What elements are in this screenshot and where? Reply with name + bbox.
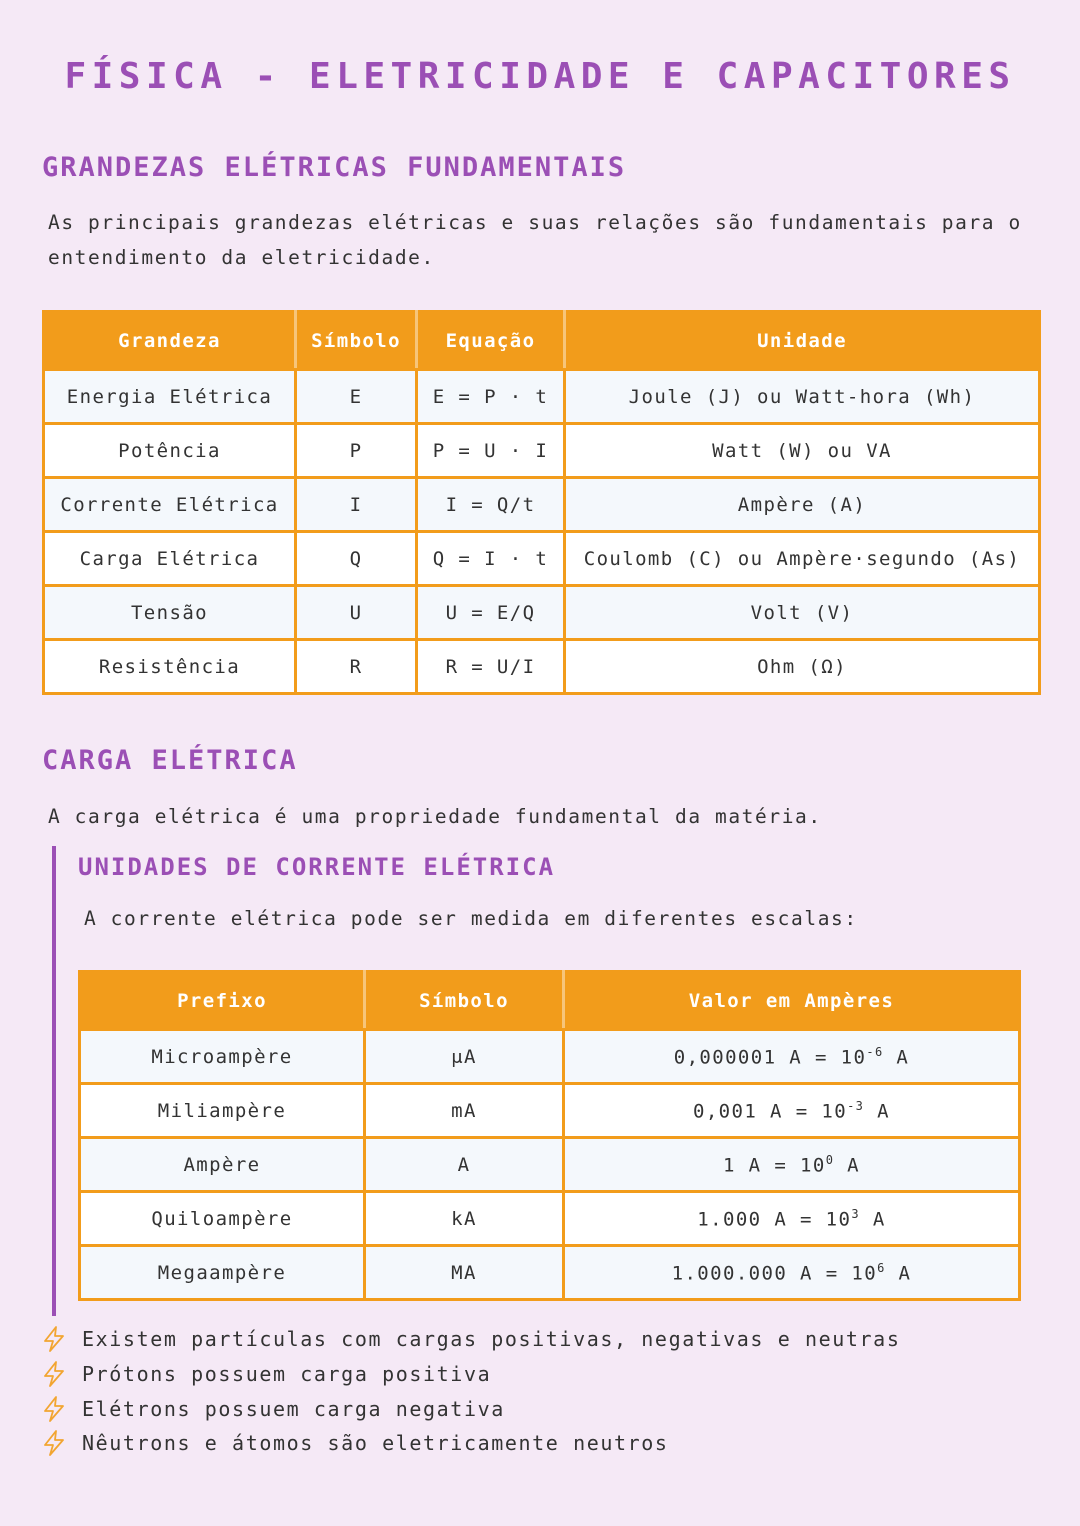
table-cell: U = E/Q xyxy=(417,586,565,640)
grandezas-table xyxy=(42,310,1041,695)
bullet-text: Existem partículas com cargas positivas, negativas e neutras xyxy=(82,1327,901,1352)
column-header: Símbolo xyxy=(365,972,564,1030)
unidades-table xyxy=(78,970,1021,1301)
table-cell: E xyxy=(296,370,417,424)
table-row xyxy=(80,1084,1020,1138)
table-cell: Microampère xyxy=(80,1030,365,1084)
subsection-heading-unidades: UNIDADES DE CORRENTE ELÉTRICA xyxy=(78,853,556,881)
exponent: 6 xyxy=(877,1260,886,1275)
table-cell: kA xyxy=(365,1192,564,1246)
unit-text: A xyxy=(860,1208,886,1231)
table-cell: Coulomb (C) ou Ampère·segundo (As) xyxy=(565,532,1040,586)
table-header-row xyxy=(80,972,1020,1030)
section-intro-carga: A carga elétrica é uma propriedade fundamental da matéria. xyxy=(48,805,822,828)
lightning-bolt-icon xyxy=(42,1326,66,1352)
table-cell: R xyxy=(296,640,417,694)
table-row xyxy=(44,586,1040,640)
table-row xyxy=(80,1030,1020,1084)
page-title: FÍSICA - ELETRICIDADE E CAPACITORES xyxy=(64,56,1016,97)
table-cell: Ohm (Ω) xyxy=(565,640,1040,694)
table-cell: Energia Elétrica xyxy=(44,370,296,424)
table-row xyxy=(44,370,1040,424)
value-text: 0,001 A = 10 xyxy=(692,1100,848,1123)
subsection-intro-unidades: A corrente elétrica pode ser medida em diferentes escalas: xyxy=(84,907,858,930)
table-cell: MA xyxy=(365,1246,564,1300)
table-cell: Corrente Elétrica xyxy=(44,478,296,532)
unit-text: A xyxy=(883,1046,910,1069)
table-cell: Volt (V) xyxy=(565,586,1040,640)
table-cell: A xyxy=(365,1138,564,1192)
table-cell: Miliampère xyxy=(80,1084,365,1138)
table-cell xyxy=(564,1192,1020,1246)
table-cell: Quiloampère xyxy=(80,1192,365,1246)
table-cell xyxy=(564,1030,1020,1084)
value-text: 1.000.000 A = 10 xyxy=(671,1262,878,1285)
table-cell: Carga Elétrica xyxy=(44,532,296,586)
table-row xyxy=(80,1192,1020,1246)
table-cell: Resistência xyxy=(44,640,296,694)
unit-text: A xyxy=(864,1100,890,1123)
table-row xyxy=(80,1138,1020,1192)
table-row xyxy=(80,1246,1020,1300)
table-cell xyxy=(564,1084,1020,1138)
value-text: 1.000 A = 10 xyxy=(697,1208,852,1231)
table-cell: Ampère (A) xyxy=(565,478,1040,532)
column-header: Unidade xyxy=(565,312,1040,370)
column-header: Grandeza xyxy=(44,312,296,370)
table-cell: I = Q/t xyxy=(417,478,565,532)
table-cell: Potência xyxy=(44,424,296,478)
column-header: Valor em Ampères xyxy=(564,972,1020,1030)
list-item xyxy=(42,1426,900,1461)
column-header: Prefixo xyxy=(80,972,365,1030)
lightning-bolt-icon xyxy=(42,1396,66,1422)
table-cell: I xyxy=(296,478,417,532)
section-heading-carga: CARGA ELÉTRICA xyxy=(42,745,298,776)
table-cell: μA xyxy=(365,1030,564,1084)
value-text: 1 A = 10 xyxy=(722,1154,826,1177)
table-cell xyxy=(564,1246,1020,1300)
column-header: Símbolo xyxy=(296,312,417,370)
unit-text: A xyxy=(885,1262,912,1285)
list-item xyxy=(42,1391,900,1426)
table-cell: Q xyxy=(296,532,417,586)
section-heading-grandezas: GRANDEZAS ELÉTRICAS FUNDAMENTAIS xyxy=(42,152,627,183)
table-cell: Watt (W) ou VA xyxy=(565,424,1040,478)
table-cell: R = U/I xyxy=(417,640,565,694)
table-row xyxy=(44,478,1040,532)
intro-line-1: As principais grandezas elétricas e suas relações são fundamentais para o xyxy=(48,211,1022,234)
table-row xyxy=(44,424,1040,478)
table-cell: P = U · I xyxy=(417,424,565,478)
table-row xyxy=(44,640,1040,694)
table-cell xyxy=(564,1138,1020,1192)
value-text: 0,000001 A = 10 xyxy=(673,1046,867,1069)
exponent: -3 xyxy=(847,1098,865,1113)
table-cell: U xyxy=(296,586,417,640)
table-cell: Tensão xyxy=(44,586,296,640)
table-cell: Megaampère xyxy=(80,1246,365,1300)
table-cell: E = P · t xyxy=(417,370,565,424)
table-cell: Ampère xyxy=(80,1138,365,1192)
intro-line-2: entendimento da eletricidade. xyxy=(48,246,435,269)
list-item xyxy=(42,1322,900,1357)
exponent: 0 xyxy=(825,1152,835,1167)
bullet-text: Prótons possuem carga positiva xyxy=(82,1362,492,1387)
table-cell: P xyxy=(296,424,417,478)
lightning-bolt-icon xyxy=(42,1361,66,1387)
bullet-text: Nêutrons e átomos são eletricamente neutros xyxy=(82,1431,669,1456)
exponent: 3 xyxy=(851,1206,860,1221)
table-row xyxy=(44,532,1040,586)
list-item xyxy=(42,1357,900,1392)
bullet-list xyxy=(42,1322,900,1461)
table-header-row xyxy=(44,312,1040,370)
column-header: Equação xyxy=(417,312,565,370)
exponent: -6 xyxy=(866,1044,884,1059)
bullet-text: Elétrons possuem carga negativa xyxy=(82,1396,505,1421)
table-cell: Q = I · t xyxy=(417,532,565,586)
table-cell: Joule (J) ou Watt-hora (Wh) xyxy=(565,370,1040,424)
section-intro-grandezas xyxy=(48,205,1022,275)
unit-text: A xyxy=(834,1154,861,1177)
table-cell: mA xyxy=(365,1084,564,1138)
subsection-accent-bar xyxy=(52,846,56,1316)
lightning-bolt-icon xyxy=(42,1430,66,1456)
